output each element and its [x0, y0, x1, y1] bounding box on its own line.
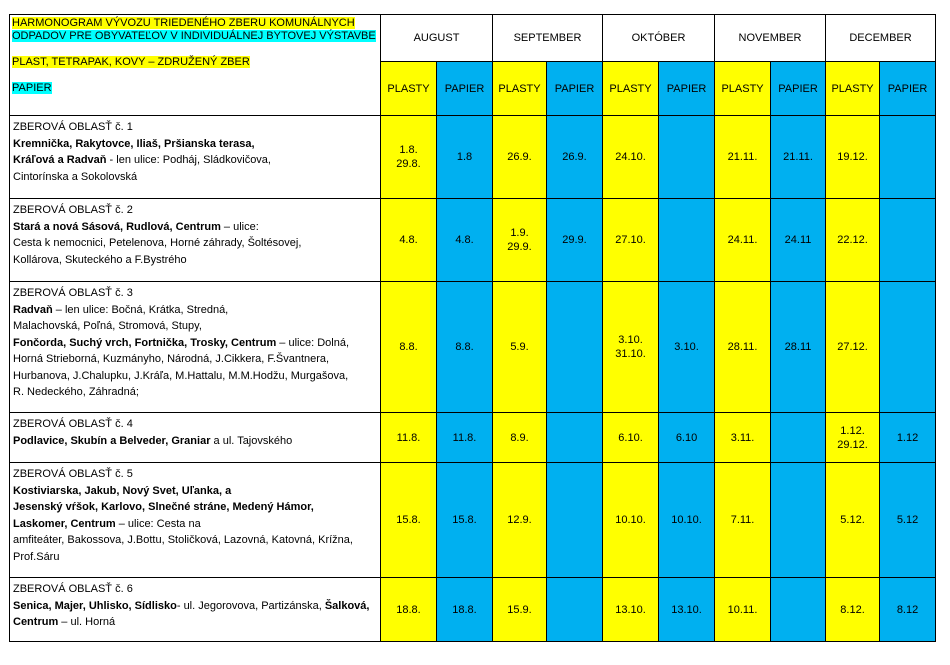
- pickup-date: 26.9.: [562, 151, 587, 163]
- month-header: AUGUST: [381, 15, 493, 62]
- pickup-date: 6.10: [675, 431, 698, 444]
- pickup-date: 29.8.: [396, 158, 421, 170]
- plasty-date-cell: [826, 199, 880, 282]
- papier-subheader: PAPIER: [771, 62, 826, 116]
- district-names: Laskomer, Centrum: [13, 517, 116, 530]
- plasty-subheader: PLASTY: [826, 62, 880, 116]
- pickup-date: 18.8.: [452, 603, 477, 616]
- schedule-title-cell: [10, 15, 381, 116]
- area-row: [10, 413, 936, 463]
- pickup-date: 24.11: [784, 234, 812, 246]
- street-list: – len ulice: Bočná, Krátka, Stredná,: [52, 303, 229, 316]
- area-street-line: [13, 532, 378, 549]
- pickup-date: 28.11: [784, 341, 812, 353]
- district-names: Radvaň: [13, 303, 53, 316]
- street-list: Hurbanova, J.Chalupku, J.Kráľa, M.Hattalu, M.M.Hodžu, Murgašova,: [13, 369, 349, 382]
- pickup-date: 11.8.: [396, 431, 421, 444]
- plasty-date-cell: [493, 463, 547, 578]
- pickup-date: 15.9.: [507, 603, 532, 616]
- pickup-date: 29.12.: [837, 438, 868, 451]
- area-name: ZBEROVÁ OBLASŤ č. 1: [13, 121, 133, 133]
- pickup-date: 13.10.: [671, 603, 702, 616]
- month-header: NOVEMBER: [715, 15, 826, 62]
- plasty-date-cell: [715, 282, 771, 413]
- pickup-date: 19.12.: [837, 151, 868, 163]
- month-header: OKTÓBER: [603, 15, 715, 62]
- papier-date-cell: [659, 282, 715, 413]
- papier-date-cell: [437, 116, 493, 199]
- district-names: Jesenský vŕšok, Karlovo, Slnečné stráne, Medený Hámor,: [13, 501, 314, 513]
- area-street-line: [13, 499, 378, 516]
- papier-subheader: PAPIER: [880, 62, 936, 116]
- area-street-line: [13, 351, 378, 368]
- plasty-date-cell: [715, 413, 771, 463]
- papier-date-cell: [771, 413, 826, 463]
- pickup-date: 22.12.: [837, 234, 868, 246]
- papier-date-cell: [880, 413, 936, 463]
- papier-date-cell: [659, 413, 715, 463]
- pickup-date: 31.10.: [615, 348, 646, 360]
- area-description: [10, 199, 381, 282]
- papier-date-cell: [659, 116, 715, 199]
- street-list: Malachovská, Poľná, Stromová, Stupy,: [13, 320, 202, 332]
- legend-plast: PLAST, TETRAPAK, KOVY – ZDRUŽENÝ ZBER: [12, 56, 250, 68]
- pickup-date: 1.9.: [510, 227, 529, 239]
- plasty-date-cell: [493, 282, 547, 413]
- plasty-date-cell: [826, 116, 880, 199]
- papier-date-cell: [771, 116, 826, 199]
- plasty-subheader: PLASTY: [603, 62, 659, 116]
- papier-date-cell: [771, 199, 826, 282]
- plasty-date-cell: [381, 199, 437, 282]
- district-names: Šalková,: [324, 599, 370, 612]
- title-line-1: HARMONOGRAM VÝVOZU TRIEDENÉHO ZBERU KOMUNÁLNYCH: [12, 17, 355, 29]
- papier-date-cell: [659, 199, 715, 282]
- pickup-date: 21.11.: [783, 151, 813, 163]
- plasty-date-cell: [603, 463, 659, 578]
- street-list: R. Nedeckého, Záhradná;: [13, 386, 139, 398]
- papier-date-cell: [880, 116, 936, 199]
- plasty-date-cell: [381, 282, 437, 413]
- plasty-date-cell: [603, 578, 659, 642]
- pickup-date: 10.10.: [671, 514, 702, 526]
- area-street-line: [13, 549, 378, 566]
- street-list: – ul. Horná: [58, 616, 116, 628]
- plasty-date-cell: [715, 463, 771, 578]
- pickup-date: 8.8.: [455, 341, 474, 353]
- papier-date-cell: [659, 463, 715, 578]
- area-name: ZBEROVÁ OBLASŤ č. 5: [13, 468, 133, 480]
- pickup-date: 29.9.: [562, 234, 587, 246]
- district-names: Kostiviarska, Jakub, Nový Svet, Uľanka, a: [13, 484, 232, 497]
- pickup-date: 3.10.: [618, 334, 643, 346]
- papier-date-cell: [547, 578, 603, 642]
- plasty-date-cell: [826, 578, 880, 642]
- area-row: [10, 116, 936, 199]
- papier-date-cell: [771, 463, 826, 578]
- area-street-line: [13, 318, 378, 335]
- area-row: [10, 463, 936, 578]
- area-street-line: [13, 384, 378, 401]
- plasty-date-cell: [603, 413, 659, 463]
- pickup-date: 7.11.: [730, 514, 755, 526]
- area-description: [10, 413, 381, 463]
- papier-date-cell: [880, 578, 936, 642]
- pickup-date: 13.10.: [615, 603, 646, 616]
- plasty-date-cell: [715, 578, 771, 642]
- area-name: ZBEROVÁ OBLASŤ č. 6: [13, 583, 133, 595]
- pickup-date: 12.9.: [507, 514, 532, 526]
- plasty-date-cell: [715, 199, 771, 282]
- papier-date-cell: [437, 282, 493, 413]
- collection-schedule-table: [9, 14, 936, 642]
- area-name: ZBEROVÁ OBLASŤ č. 3: [13, 287, 133, 299]
- pickup-date: 5.12.: [840, 514, 865, 526]
- pickup-date: 21.11.: [727, 151, 758, 163]
- pickup-date: 26.9.: [507, 151, 532, 163]
- pickup-date: 24.11.: [727, 234, 758, 246]
- district-names: Fončorda, Suchý vrch, Fortnička, Trosky, Centrum: [13, 336, 277, 349]
- papier-date-cell: [547, 199, 603, 282]
- plasty-subheader: PLASTY: [381, 62, 437, 116]
- pickup-date: 28.11.: [727, 341, 758, 353]
- plasty-date-cell: [381, 413, 437, 463]
- district-names: Stará a nová Sásová, Rudlová, Centrum: [13, 220, 221, 233]
- plasty-subheader: PLASTY: [493, 62, 547, 116]
- papier-date-cell: [547, 463, 603, 578]
- plasty-date-cell: [381, 463, 437, 578]
- pickup-date: 5.9.: [510, 341, 529, 353]
- area-description: [10, 463, 381, 578]
- plasty-date-cell: [826, 282, 880, 413]
- pickup-date: 15.8.: [452, 514, 477, 526]
- street-list: Prof.Sáru: [13, 550, 60, 563]
- area-description: [10, 282, 381, 413]
- month-header: SEPTEMBER: [493, 15, 603, 62]
- pickup-date: 29.9.: [507, 241, 532, 253]
- pickup-date: 24.10.: [615, 151, 646, 163]
- plasty-date-cell: [493, 199, 547, 282]
- plasty-date-cell: [715, 116, 771, 199]
- pickup-date: 3.11.: [730, 431, 755, 444]
- papier-date-cell: [437, 199, 493, 282]
- area-name: ZBEROVÁ OBLASŤ č. 4: [13, 418, 133, 430]
- area-street-line: [13, 433, 378, 450]
- street-list: - ul. Jegorovova, Partizánska,: [176, 599, 325, 612]
- street-list: Cintorínska a Sokolovská: [13, 170, 138, 183]
- street-list: Kollárova, Skuteckého a F.Bystrého: [13, 253, 187, 266]
- street-list: Horná Strieborná, Kuzmányho, Národná, J.Cikkera, F.Švantnera,: [13, 353, 330, 365]
- papier-date-cell: [547, 413, 603, 463]
- pickup-date: 27.12.: [837, 341, 868, 353]
- pickup-date: 11.8.: [452, 431, 477, 444]
- area-street-line: [13, 335, 378, 352]
- area-name: ZBEROVÁ OBLASŤ č. 2: [13, 204, 133, 216]
- district-names: Kráľová a Radvaň: [13, 154, 107, 166]
- papier-subheader: PAPIER: [437, 62, 493, 116]
- pickup-date: 18.8.: [396, 603, 421, 616]
- pickup-date: 4.8.: [399, 234, 418, 246]
- area-street-line: [13, 368, 378, 385]
- papier-date-cell: [880, 463, 936, 578]
- area-row: [10, 199, 936, 282]
- papier-date-cell: [547, 116, 603, 199]
- title-line-2: ODPADOV PRE OBYVATEĽOV V INDIVIDUÁLNEJ BYTOVEJ VÝSTAVBE: [12, 30, 376, 42]
- area-street-line: [13, 516, 378, 533]
- pickup-date: 8.9.: [510, 431, 529, 444]
- pickup-date: 1.12: [896, 431, 919, 444]
- papier-subheader: PAPIER: [547, 62, 603, 116]
- papier-date-cell: [437, 463, 493, 578]
- legend-papier: PAPIER: [12, 82, 52, 94]
- pickup-date: 6.10.: [618, 431, 643, 444]
- area-street-line: [13, 598, 378, 615]
- area-street-line: [13, 483, 378, 500]
- area-street-line: [13, 302, 378, 319]
- area-street-line: [13, 152, 378, 169]
- district-names: Podlavice, Skubín a Belveder, Graniar: [13, 434, 211, 447]
- papier-date-cell: [437, 413, 493, 463]
- pickup-date: 1.12.: [840, 424, 865, 437]
- pickup-date: 8.8.: [399, 341, 418, 353]
- month-header: DECEMBER: [826, 15, 936, 62]
- street-list: – ulice:: [220, 220, 259, 233]
- district-names: Centrum: [13, 616, 59, 628]
- papier-subheader: PAPIER: [659, 62, 715, 116]
- papier-date-cell: [547, 282, 603, 413]
- street-list: a ul. Tajovského: [210, 434, 293, 447]
- pickup-date: 10.11.: [727, 603, 758, 616]
- area-street-line: [13, 235, 378, 252]
- district-names: Kremnička, Rakytovce, Iliaš, Pršianska terasa,: [13, 137, 255, 150]
- street-list: - len ulice: Podháj, Sládkovičova,: [106, 154, 271, 166]
- area-street-line: [13, 614, 378, 631]
- plasty-date-cell: [493, 413, 547, 463]
- plasty-date-cell: [603, 116, 659, 199]
- pickup-date: 5.12: [896, 514, 919, 526]
- plasty-date-cell: [826, 463, 880, 578]
- plasty-date-cell: [603, 199, 659, 282]
- pickup-date: 8.12: [896, 603, 919, 616]
- pickup-date: 27.10.: [615, 234, 646, 246]
- street-list: – ulice: Cesta na: [115, 517, 201, 530]
- papier-date-cell: [880, 282, 936, 413]
- area-description: [10, 116, 381, 199]
- plasty-subheader: PLASTY: [715, 62, 771, 116]
- pickup-date: 1.8: [456, 151, 473, 163]
- pickup-date: 10.10.: [615, 514, 646, 526]
- pickup-date: 8.12.: [840, 603, 865, 616]
- area-street-line: [13, 136, 378, 153]
- plasty-date-cell: [826, 413, 880, 463]
- area-description: [10, 578, 381, 642]
- plasty-date-cell: [381, 116, 437, 199]
- papier-date-cell: [771, 282, 826, 413]
- area-street-line: [13, 219, 378, 236]
- pickup-date: 3.10.: [674, 341, 699, 353]
- pickup-date: 15.8.: [396, 514, 421, 526]
- street-list: – ulice: Dolná,: [276, 336, 350, 349]
- street-list: Cesta k nemocnici, Petelenova, Horné záhrady, Šoltésovej,: [13, 237, 302, 249]
- plasty-date-cell: [381, 578, 437, 642]
- papier-date-cell: [659, 578, 715, 642]
- plasty-date-cell: [603, 282, 659, 413]
- pickup-date: 4.8.: [455, 234, 474, 246]
- plasty-date-cell: [493, 116, 547, 199]
- papier-date-cell: [880, 199, 936, 282]
- area-row: [10, 282, 936, 413]
- plasty-date-cell: [493, 578, 547, 642]
- street-list: amfiteáter, Bakossova, J.Bottu, Stoličková, Lazovná, Katovná, Krížna,: [13, 534, 353, 546]
- pickup-date: 1.8.: [399, 144, 418, 156]
- papier-date-cell: [437, 578, 493, 642]
- area-street-line: [13, 169, 378, 186]
- area-row: [10, 578, 936, 642]
- papier-date-cell: [771, 578, 826, 642]
- district-names: Senica, Majer, Uhlisko, Sídlisko: [13, 599, 177, 612]
- area-street-line: [13, 252, 378, 269]
